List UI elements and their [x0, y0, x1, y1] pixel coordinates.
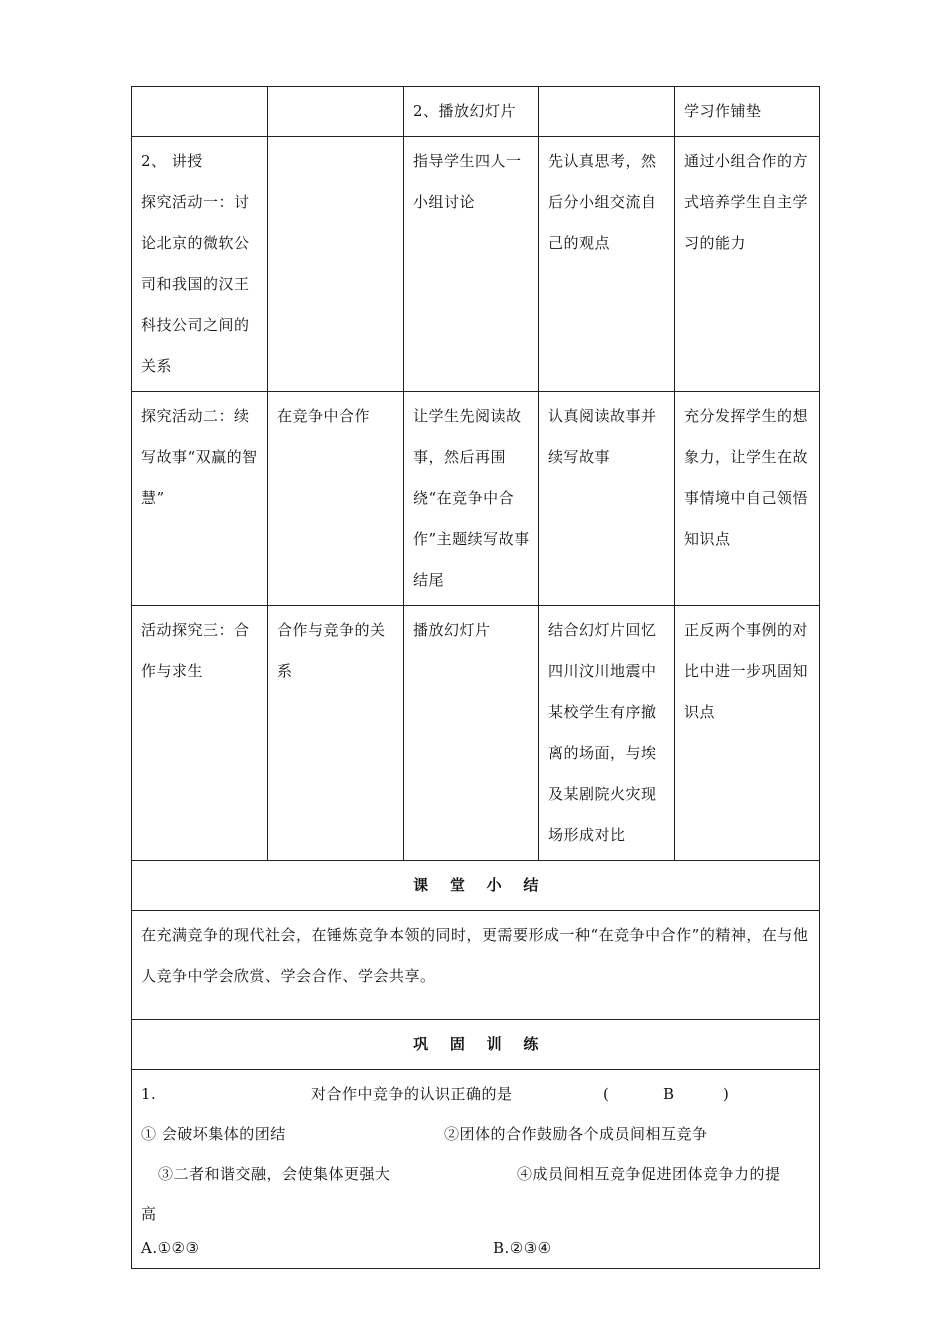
table-cell: 学习作铺垫 — [675, 87, 820, 137]
table-cell: 先认真思考，然后分小组交流自己的观点 — [539, 137, 675, 392]
table-cell — [268, 87, 404, 137]
table-row — [132, 137, 820, 392]
section-title-practice: 巩 固 训 练 — [132, 1020, 820, 1070]
question-stem-line — [141, 1074, 811, 1114]
paren-open: ( — [603, 1085, 610, 1103]
option-1: ① 会破坏集体的团结 — [141, 1125, 286, 1143]
table-cell — [132, 87, 268, 137]
option-4: ④成员间相互竞争促进团体竞争力的提 — [517, 1165, 781, 1183]
table-cell — [539, 87, 675, 137]
table-row — [132, 392, 820, 606]
table-cell: 指导学生四人一小组讨论 — [404, 137, 539, 392]
section-title-summary: 课 堂 小 结 — [132, 861, 820, 911]
table-cell: 通过小组合作的方式培养学生自主学习的能力 — [675, 137, 820, 392]
summary-text: 在充满竞争的现代社会，在锤炼竞争本领的同时，更需要形成一种“在竞争中合作”的精神，在与他人竞争中学会欣赏、学会合作、学会共享。 — [132, 911, 820, 1020]
options-line-3 — [141, 1194, 811, 1234]
option-4-continued: 高 — [141, 1205, 157, 1223]
options-line-1 — [141, 1114, 811, 1154]
cell-line: 探究活动一：讨论北京的微软公司和我国的汉王科技公司之间的关系 — [141, 193, 250, 375]
question-answer: B — [663, 1085, 675, 1103]
cell-line: 2、 讲授 — [141, 152, 203, 170]
choices-line — [141, 1234, 811, 1264]
paren-close: ) — [723, 1085, 730, 1103]
lesson-plan-table — [131, 86, 820, 1269]
table-cell: 让学生先阅读故事，然后再围绕“在竞争中合作”主题续写故事结尾 — [404, 392, 539, 606]
option-3: ③二者和谐交融，会使集体更强大 — [158, 1165, 391, 1183]
table-cell: 探究活动二：续写故事“双赢的智慧” — [132, 392, 268, 606]
table-cell: 2、播放幻灯片 — [404, 87, 539, 137]
table-cell: 在竞争中合作 — [268, 392, 404, 606]
choice-b: B.②③④ — [493, 1239, 552, 1257]
options-line-2 — [141, 1154, 811, 1194]
table-row — [132, 861, 820, 911]
table-cell: 合作与竞争的关系 — [268, 606, 404, 861]
table-cell: 结合幻灯片回忆四川汶川地震中某校学生有序撤离的场面，与埃及某剧院火灾现场形成对比 — [539, 606, 675, 861]
table-cell: 认真阅读故事并续写故事 — [539, 392, 675, 606]
table-row — [132, 1020, 820, 1070]
question-stem: 对合作中竞争的认识正确的是 — [311, 1085, 513, 1103]
question-number: 1. — [141, 1085, 157, 1103]
table-row — [132, 1070, 820, 1269]
table-cell: 活动探究三：合作与求生 — [132, 606, 268, 861]
table-cell — [268, 137, 404, 392]
table-row — [132, 606, 820, 861]
table-cell: 充分发挥学生的想象力，让学生在故事情境中自己领悟知识点 — [675, 392, 820, 606]
table-cell — [132, 137, 268, 392]
option-2: ②团体的合作鼓励各个成员间相互竞争 — [444, 1125, 708, 1143]
table-row — [132, 911, 820, 1020]
table-cell: 正反两个事例的对比中进一步巩固知识点 — [675, 606, 820, 861]
question-block — [132, 1070, 820, 1269]
table-row — [132, 87, 820, 137]
table-cell: 播放幻灯片 — [404, 606, 539, 861]
choice-a: A.①②③ — [141, 1239, 200, 1257]
